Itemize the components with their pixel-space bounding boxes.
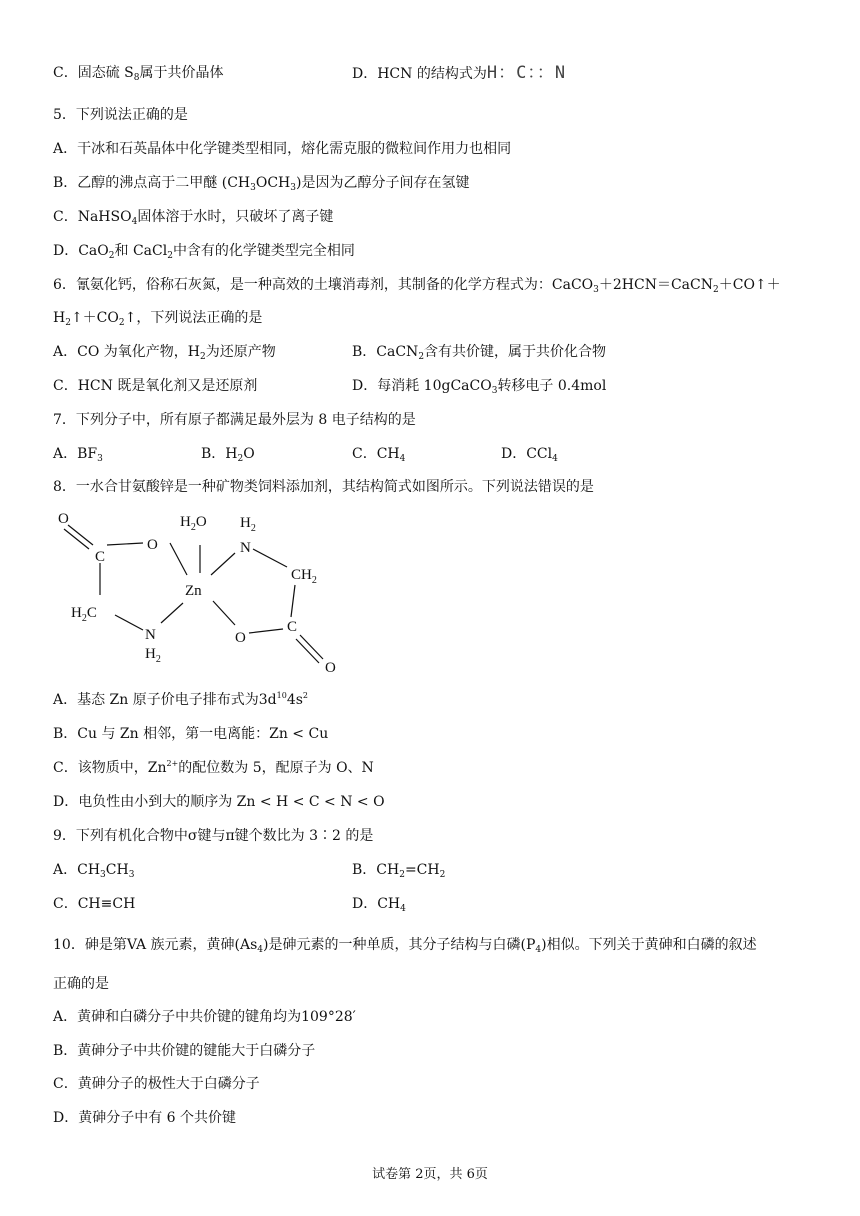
q6-stem: 6．氰氨化钙，俗称石灰氮，是一种高效的土壤消毒剂，其制备的化学方程式为：CaCO$_3$＋2HCN＝CaCN$_2$＋CO↑＋ xyxy=(53,277,781,295)
q10-stem-line2: 正确的是 xyxy=(53,976,109,992)
q7-option-c: C．$CH_4$ xyxy=(352,446,406,464)
q5-option-c: C．NaHSO$_4$固体溶于水时，只破坏了离子键 xyxy=(53,209,334,227)
hcn-structure-formula: H：C：：N xyxy=(486,63,567,83)
q7-stem: 7．下列分子中，所有原子都满足最外层为 8 电子结构的是 xyxy=(53,412,416,428)
q7-option-d: D．CCl$_4$ xyxy=(501,446,558,464)
struct-atom: $H_2$ xyxy=(145,646,161,665)
q5-option-b: B．乙醇的沸点高于二甲醚 $(CH_3OCH_3)$是因为乙醇分子间存在氢键 xyxy=(53,175,470,193)
q5-option-d: D．CaO$_2$和 CaCl$_2$中含有的化学键类型完全相同 xyxy=(53,243,355,261)
struct-atom: O xyxy=(325,660,336,676)
struct-atom: Zn xyxy=(185,583,202,599)
q10-stem: 10．砷是第VA 族元素，黄砷$(As_4)$是砷元素的一种单质，其分子结构与白磷$(P_4)$相似。下列关于黄砷和白磷的叙述 xyxy=(53,937,757,955)
struct-atom: $CH_2$ xyxy=(291,567,317,586)
q10-option-a: A．黄砷和白磷分子中共价键的键角均为109°28′ xyxy=(53,1009,356,1025)
struct-atom: $H_2$ xyxy=(240,515,256,534)
struct-atom: $H_2C$ xyxy=(71,605,97,624)
q9-option-d: D．$CH_4$ xyxy=(352,896,406,914)
struct-atom: O xyxy=(58,511,69,527)
q6-stem-line2: $H_2↑+CO_2↑$，下列说法正确的是 xyxy=(53,310,263,328)
q6-option-a: A．CO 为氧化产物，$H_2$为还原产物 xyxy=(53,344,276,362)
struct-atom: $H_2O$ xyxy=(180,514,207,533)
q8-option-a: A．基态 Zn 原子价电子排布式为$3d^{10}4s^2$ xyxy=(53,691,308,708)
q4-option-d: D．HCN 的结构式为H：C：：N xyxy=(352,63,567,83)
q8-option-c: C．该物质中，$Zn^{2+}$的配位数为 5，配原子为 O、N xyxy=(53,759,374,776)
zinc-glycinate-structure xyxy=(55,505,355,680)
q9-option-a: A．$CH_3CH_3$ xyxy=(53,862,135,880)
q6-option-c: C．HCN 既是氧化剂又是还原剂 xyxy=(53,378,258,394)
struct-atom: N xyxy=(240,540,251,556)
q10-option-b: B．黄砷分子中共价键的键能大于白磷分子 xyxy=(53,1043,316,1059)
struct-atom: O xyxy=(235,630,246,646)
q7-option-b: B．$H_2O$ xyxy=(201,446,255,464)
struct-atom: C xyxy=(287,619,298,635)
q10-option-c: C．黄砷分子的极性大于白磷分子 xyxy=(53,1076,260,1092)
struct-atom: N xyxy=(145,627,156,643)
q10-option-d: D．黄砷分子中有 6 个共价键 xyxy=(53,1110,237,1126)
struct-atom: C xyxy=(95,549,106,565)
q8-stem: 8．一水合甘氨酸锌是一种矿物类饲料添加剂，其结构简式如图所示。下列说法错误的是 xyxy=(53,479,594,495)
q8-option-d: D．电负性由小到大的顺序为 Zn < H < C < N < O xyxy=(53,794,385,810)
q6-option-b: B．CaCN$_2$含有共价键，属于共价化合物 xyxy=(352,344,607,362)
q8-option-b: B．Cu 与 Zn 相邻，第一电离能：Zn < Cu xyxy=(53,726,329,742)
q9-option-c: C．CH≡CH xyxy=(53,896,136,912)
q5-stem: 5．下列说法正确的是 xyxy=(53,107,188,123)
q4-option-c: C．固态硫 $S_8$属于共价晶体 xyxy=(53,65,224,83)
q9-stem: 9．下列有机化合物中σ键与π键个数比为 3∶2 的是 xyxy=(53,828,374,844)
q6-option-d: D．每消耗 10gCaCO$_3$转移电子 0.4mol xyxy=(352,378,607,396)
q9-option-b: B．$CH_2=CH_2$ xyxy=(352,862,446,880)
q5-option-a: A．干冰和石英晶体中化学键类型相同，熔化需克服的微粒间作用力也相同 xyxy=(53,141,512,157)
struct-atom: O xyxy=(147,537,158,553)
page-footer: 试卷第 2页，共 6页 xyxy=(372,1167,488,1182)
q7-option-a: A．$BF_3$ xyxy=(53,446,103,464)
